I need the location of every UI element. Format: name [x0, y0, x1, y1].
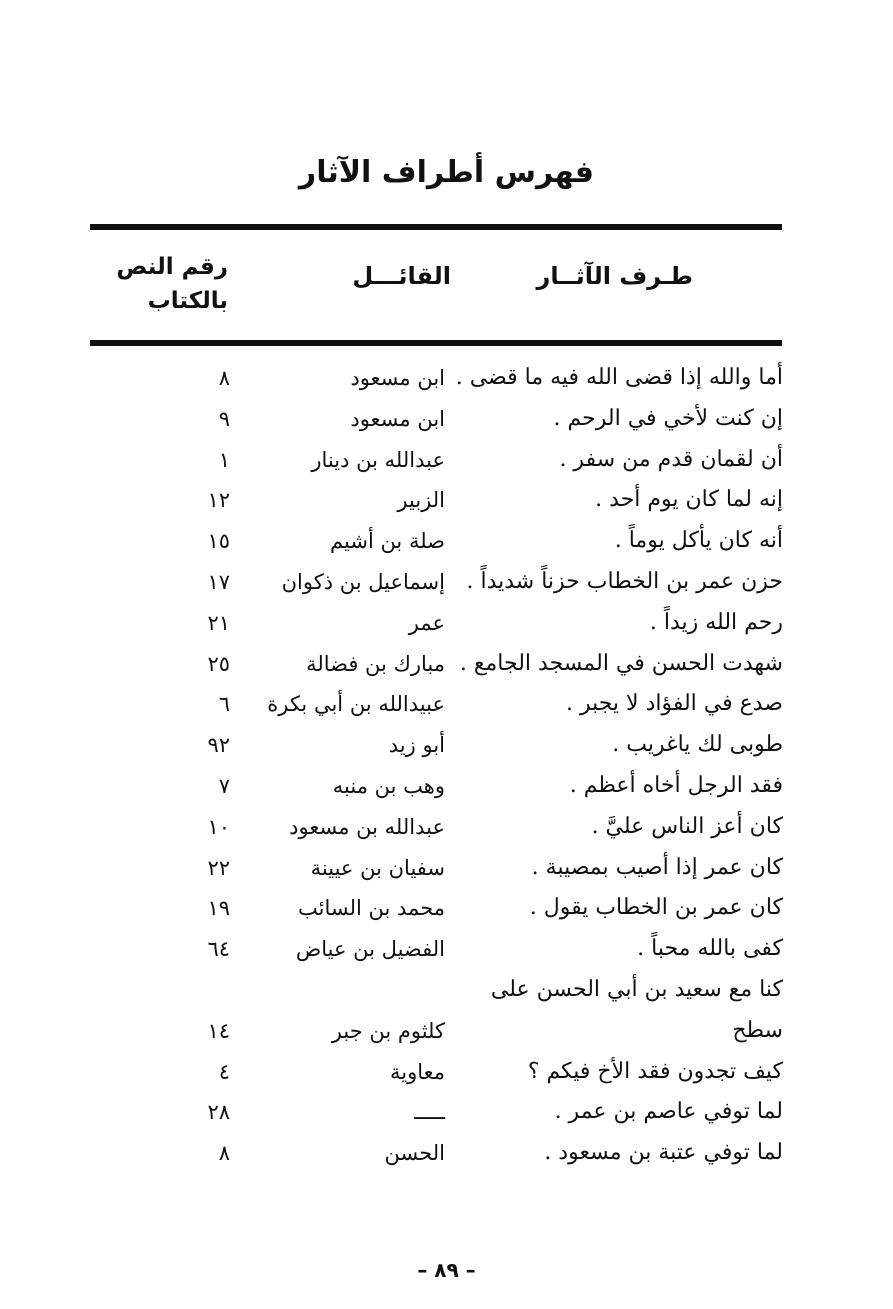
excerpt-cell: أن لقمان قدم من سفر . [559, 446, 783, 472]
excerpt-cell: لما توفي عاصم بن عمر . [554, 1099, 783, 1125]
text-number-cell: ١٧ [207, 569, 230, 594]
text-number-cell: ١٤ [207, 1018, 230, 1043]
excerpt-cell: إنه لما كان يوم أحد . [595, 487, 783, 513]
speaker-cell: مبارك بن فضالة [306, 651, 445, 676]
excerpt-cell: كان أعز الناس عليَّ . [591, 813, 783, 839]
text-number-cell: ١٢ [207, 488, 230, 513]
speaker-cell: وهب بن منبه [332, 773, 445, 798]
table-row [0, 1052, 893, 1093]
excerpt-cell: كنا مع سعيد بن أبي الحسن على سطح [490, 976, 783, 1043]
excerpt-cell: طوبى لك ياغريب . [612, 732, 783, 758]
speaker-cell: ابن مسعود [350, 366, 445, 390]
speaker-cell: عبدالله بن دينار [311, 447, 445, 472]
text-number-cell: ١٩ [207, 896, 230, 921]
speaker-cell: عبدالله بن مسعود [289, 814, 445, 839]
text-number-cell: ٢١ [207, 610, 230, 635]
top-rule [90, 224, 782, 230]
excerpt-cell: فقد الرجل أخاه أعظم . [569, 772, 783, 798]
page-number: – ٨٩ – [417, 1258, 476, 1282]
text-number-cell: ٢٢ [207, 855, 230, 880]
text-number-cell: ٢٥ [207, 651, 230, 676]
text-number-cell: ٦ [218, 692, 230, 717]
index-table [0, 358, 893, 1174]
excerpt-cell: حزن عمر بن الخطاب حزناً شديداً . [466, 568, 783, 594]
table-row [0, 766, 893, 807]
column-header-number-line2: بالكتاب [147, 288, 228, 314]
excerpt-cell: كفى بالله محباً . [637, 936, 783, 962]
table-row [0, 399, 893, 440]
table-row [0, 970, 893, 1052]
text-number-cell: ١ [218, 447, 230, 472]
column-header-number [108, 250, 228, 318]
text-number-cell: ٨ [218, 366, 230, 390]
header-bottom-rule [90, 340, 782, 346]
excerpt-cell: أنه كان يأكل يوماً . [614, 528, 783, 554]
excerpt-cell: كان عمر إذا أصيب بمصيبة . [531, 854, 783, 880]
excerpt-cell: شهدت الحسن في المسجد الجامع . [459, 650, 783, 676]
speaker-cell: عبيدالله بن أبي بكرة [267, 692, 445, 717]
column-header-excerpt: طـرف الآثــار [536, 262, 693, 290]
table-row [0, 644, 893, 685]
speaker-cell: محمد بن السائب [298, 896, 445, 921]
excerpt-cell: كان عمر بن الخطاب يقول . [529, 895, 783, 921]
table-row [0, 929, 893, 970]
table-row [0, 603, 893, 644]
speaker-cell: الفضيل بن عياض [295, 937, 445, 962]
text-number-cell: ١٠ [207, 814, 230, 839]
speaker-cell: عمر [408, 610, 445, 635]
text-number-cell: ١٥ [207, 529, 230, 554]
text-number-cell: ٦٤ [207, 937, 230, 962]
table-row [0, 888, 893, 929]
speaker-cell: معاوية [389, 1059, 445, 1084]
text-number-cell: ٩٢ [207, 733, 230, 758]
table-row [0, 725, 893, 766]
speaker-cell: إسماعيل بن ذكوان [281, 569, 445, 594]
page-title: فهرس أطراف الآثار [298, 155, 595, 190]
text-number-cell: ٧ [218, 773, 230, 798]
excerpt-cell: كيف تجدون فقد الأخ فيكم ؟ [527, 1058, 783, 1084]
column-header-number-line1: رقم النص [116, 254, 228, 280]
excerpt-cell: أما والله إذا قضى الله فيه ما قضى . [455, 365, 783, 390]
table-row [0, 480, 893, 521]
speaker-cell: الحسن [384, 1141, 445, 1166]
table-row [0, 358, 893, 399]
table-row [0, 440, 893, 481]
column-header-speaker: القائـــل [352, 262, 451, 290]
text-number-cell: ٨ [218, 1141, 230, 1166]
excerpt-cell: إن كنت لأخي في الرحم . [553, 405, 783, 431]
table-row [0, 1092, 893, 1133]
text-number-cell: ٤ [218, 1059, 230, 1084]
table-row [0, 1133, 893, 1174]
speaker-cell: صلة بن أشيم [330, 529, 445, 554]
speaker-cell: ـــــ [414, 1100, 445, 1125]
speaker-cell: الزبير [397, 488, 445, 513]
table-row [0, 684, 893, 725]
table-row [0, 848, 893, 889]
table-row [0, 521, 893, 562]
speaker-cell: أبو زيد [388, 733, 445, 758]
excerpt-cell: رحم الله زيداً . [649, 609, 783, 635]
excerpt-cell: صدع في الفؤاد لا يجبر . [565, 691, 783, 717]
speaker-cell: سفيان بن عيينة [310, 855, 445, 880]
speaker-cell: كلثوم بن جبر [331, 1018, 445, 1043]
excerpt-cell: لما توفي عتبة بن مسعود . [544, 1140, 783, 1166]
text-number-cell: ٩ [218, 406, 230, 431]
table-row [0, 807, 893, 848]
speaker-cell: ابن مسعود [350, 406, 445, 431]
text-number-cell: ٢٨ [207, 1100, 230, 1125]
table-row [0, 562, 893, 603]
